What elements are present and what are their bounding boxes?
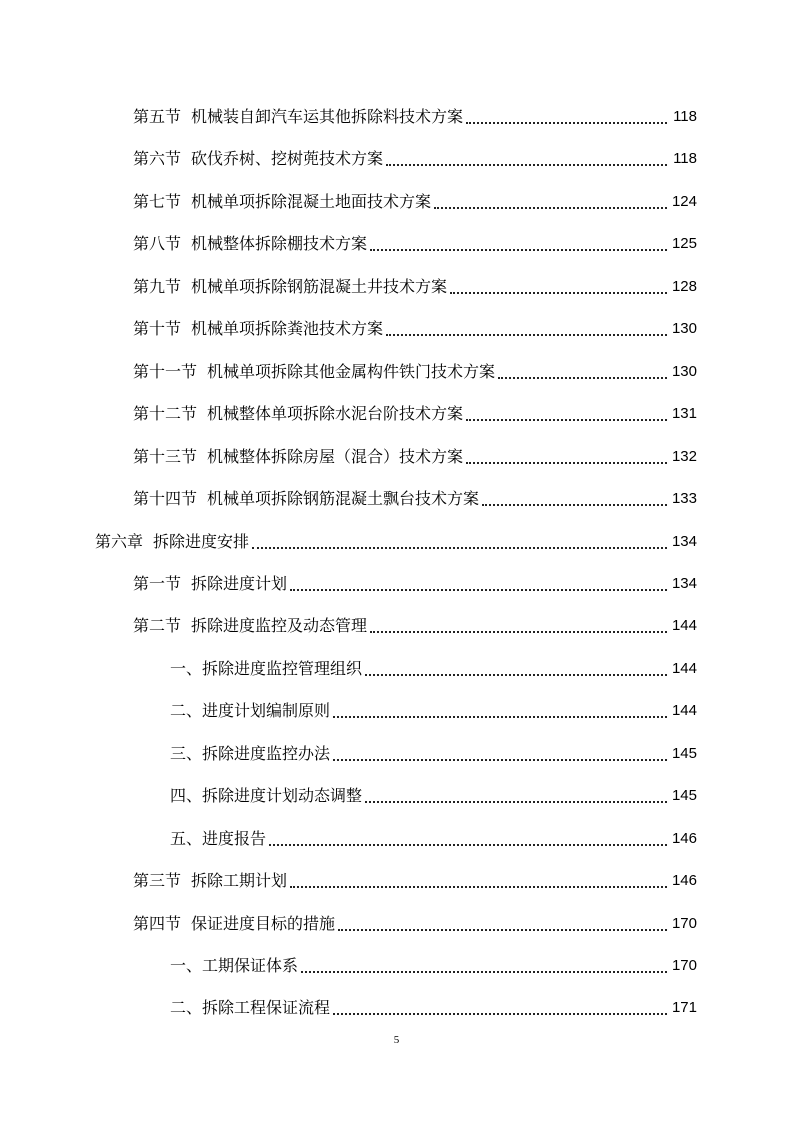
toc-entry-label bbox=[170, 998, 330, 1018]
toc-entry-title: 保证进度目标的措施 bbox=[191, 913, 336, 933]
toc-entry-label bbox=[133, 277, 447, 297]
toc-entry-label bbox=[170, 786, 362, 806]
toc-entry-page: 118 bbox=[673, 150, 697, 168]
toc-entry-number: 第十二节 bbox=[133, 404, 198, 424]
toc-entry-page: 144 bbox=[671, 702, 697, 720]
toc-entry-page: 171 bbox=[671, 999, 697, 1017]
toc-entry-title: 机械单项拆除钢筋混凝土飘台技术方案 bbox=[207, 489, 480, 509]
toc-entry[interactable] bbox=[133, 145, 697, 169]
toc-dot-leader bbox=[466, 121, 667, 124]
toc-dot-leader bbox=[333, 715, 667, 718]
toc-entry[interactable] bbox=[170, 952, 697, 976]
toc-entry-page: 131 bbox=[671, 405, 697, 423]
toc-entry[interactable] bbox=[133, 315, 697, 339]
toc-dot-leader bbox=[333, 758, 667, 761]
toc-entry-page: 144 bbox=[671, 659, 697, 677]
toc-entry-label bbox=[133, 914, 335, 934]
toc-entry-label bbox=[170, 829, 266, 849]
toc-entry-page: 134 bbox=[671, 574, 697, 592]
toc-dot-leader bbox=[370, 630, 667, 633]
toc-entry-page: 145 bbox=[671, 787, 697, 805]
toc-entry-title: 机械整体单项拆除水泥台阶技术方案 bbox=[207, 404, 464, 424]
toc-entry[interactable] bbox=[133, 443, 697, 467]
toc-dot-leader bbox=[301, 970, 667, 973]
toc-dot-leader bbox=[482, 503, 667, 506]
toc-dot-leader bbox=[338, 928, 667, 931]
toc-dot-leader bbox=[386, 163, 667, 166]
toc-entry-number: 第十节 bbox=[133, 319, 182, 339]
toc-entry-title: 四、拆除进度计划动态调整 bbox=[170, 786, 363, 806]
toc-entry-title: 机械整体拆除棚技术方案 bbox=[191, 234, 368, 254]
toc-entry-page: 130 bbox=[671, 320, 697, 338]
toc-entry-page: 133 bbox=[671, 490, 697, 508]
toc-entry-title: 五、进度报告 bbox=[170, 828, 267, 848]
toc-entry[interactable] bbox=[170, 782, 697, 806]
toc-entry-number: 第四节 bbox=[133, 913, 182, 933]
toc-entry[interactable] bbox=[170, 994, 697, 1018]
toc-entry-title: 一、拆除进度监控管理组织 bbox=[170, 658, 363, 678]
toc-entry[interactable] bbox=[133, 910, 697, 934]
toc-entry-number: 第六章 bbox=[95, 531, 144, 551]
toc-entry-page: 124 bbox=[671, 192, 697, 210]
toc-entry-title: 三、拆除进度监控办法 bbox=[170, 743, 331, 763]
toc-entry-number: 第十一节 bbox=[133, 361, 198, 381]
toc-entry-title: 拆除进度监控及动态管理 bbox=[191, 616, 368, 636]
toc-dot-leader bbox=[365, 800, 667, 803]
toc-entry-label bbox=[133, 489, 479, 509]
toc-entry-title: 拆除工期计划 bbox=[191, 871, 288, 891]
toc-entry-number: 第三节 bbox=[133, 871, 182, 891]
toc-dot-leader bbox=[386, 333, 667, 336]
toc-entry-title: 拆除进度安排 bbox=[153, 531, 250, 551]
toc-entry-label bbox=[133, 234, 367, 254]
toc-entry-page: 130 bbox=[671, 362, 697, 380]
toc-dot-leader bbox=[365, 673, 667, 676]
toc-entry-number: 第八节 bbox=[133, 234, 182, 254]
toc-entry-number: 第十三节 bbox=[133, 446, 198, 466]
toc-entry-page: 128 bbox=[671, 277, 697, 295]
toc-dot-leader bbox=[290, 588, 667, 591]
toc-dot-leader bbox=[290, 885, 667, 888]
toc-dot-leader bbox=[450, 291, 667, 294]
toc-entry[interactable] bbox=[95, 528, 697, 552]
toc-entry-label bbox=[133, 404, 463, 424]
toc-entry-label bbox=[133, 362, 495, 382]
toc-entry-label bbox=[133, 616, 367, 636]
toc-entry[interactable] bbox=[170, 740, 697, 764]
toc-entry-number: 第六节 bbox=[133, 149, 182, 169]
toc-entry-label bbox=[133, 447, 463, 467]
toc-entry-number: 第九节 bbox=[133, 276, 182, 296]
toc-entry-title: 二、拆除工程保证流程 bbox=[170, 998, 331, 1018]
toc-entry-label bbox=[133, 107, 463, 127]
toc-entry[interactable] bbox=[170, 655, 697, 679]
toc-dot-leader bbox=[434, 206, 667, 209]
toc-entry-page: 132 bbox=[671, 447, 697, 465]
page-number: 5 bbox=[393, 1034, 400, 1046]
toc-entry-page: 146 bbox=[671, 829, 697, 847]
toc-entry[interactable] bbox=[133, 188, 697, 212]
toc-entry-page: 144 bbox=[671, 617, 697, 635]
toc-dot-leader bbox=[269, 843, 667, 846]
toc-entry[interactable] bbox=[170, 697, 697, 721]
toc-entry-label bbox=[170, 956, 298, 976]
toc-dot-leader bbox=[498, 376, 667, 379]
toc-entry-number: 第七节 bbox=[133, 191, 182, 211]
toc-entry[interactable] bbox=[133, 103, 697, 127]
toc-entry-title: 机械单项拆除混凝土地面技术方案 bbox=[191, 191, 432, 211]
toc-entry-title: 机械装自卸汽车运其他拆除料技术方案 bbox=[191, 107, 464, 126]
toc-entry[interactable] bbox=[133, 570, 697, 594]
toc-dot-leader bbox=[466, 418, 667, 421]
toc-entry[interactable] bbox=[133, 485, 697, 509]
toc-entry-page: 134 bbox=[671, 532, 697, 550]
toc-entry-page: 118 bbox=[673, 108, 697, 125]
toc-entry-title: 拆除进度计划 bbox=[191, 573, 288, 593]
toc-entry-title: 机械单项拆除粪池技术方案 bbox=[191, 319, 384, 339]
toc-entry[interactable] bbox=[133, 400, 697, 424]
toc-dot-leader bbox=[333, 1012, 667, 1015]
toc-entry-number: 第一节 bbox=[133, 573, 182, 593]
toc-entry[interactable] bbox=[133, 230, 697, 254]
toc-entry-number: 第五节 bbox=[133, 107, 182, 126]
toc-entry[interactable] bbox=[133, 867, 697, 891]
toc-entry[interactable] bbox=[170, 825, 697, 849]
toc-entry-label bbox=[170, 701, 330, 721]
toc-entry-label bbox=[133, 149, 383, 169]
toc-entry-title: 一、工期保证体系 bbox=[170, 956, 299, 975]
toc-entry-page: 170 bbox=[671, 957, 697, 974]
toc-entry-title: 机械整体拆除房屋（混合）技术方案 bbox=[207, 446, 464, 466]
toc-entry-page: 170 bbox=[671, 914, 697, 932]
toc-entry[interactable] bbox=[133, 273, 697, 297]
toc-dot-leader bbox=[252, 546, 667, 549]
toc-entry-title: 砍伐乔树、挖树蔸技术方案 bbox=[191, 149, 384, 169]
toc-entry[interactable] bbox=[133, 612, 697, 636]
toc-entry-label bbox=[170, 659, 362, 679]
toc-entry-title: 二、进度计划编制原则 bbox=[170, 701, 331, 721]
toc-entry-page: 145 bbox=[671, 744, 697, 762]
toc-entry-label bbox=[133, 871, 287, 891]
toc-dot-leader bbox=[370, 248, 667, 251]
toc-entry-label bbox=[133, 574, 287, 594]
toc-entry[interactable] bbox=[133, 358, 697, 382]
toc-entry-number: 第十四节 bbox=[133, 489, 198, 509]
toc-entry-page: 146 bbox=[671, 872, 697, 890]
toc-entry-label bbox=[133, 319, 383, 339]
toc-entry-label bbox=[95, 532, 249, 552]
toc-entry-title: 机械单项拆除其他金属构件铁门技术方案 bbox=[207, 361, 496, 381]
toc-dot-leader bbox=[466, 461, 667, 464]
toc-entry-label bbox=[170, 744, 330, 764]
toc-entry-label bbox=[133, 192, 431, 212]
toc-entry-title: 机械单项拆除钢筋混凝土井技术方案 bbox=[191, 276, 448, 296]
toc-entry-page: 125 bbox=[671, 235, 697, 253]
toc-entry-number: 第二节 bbox=[133, 616, 182, 636]
